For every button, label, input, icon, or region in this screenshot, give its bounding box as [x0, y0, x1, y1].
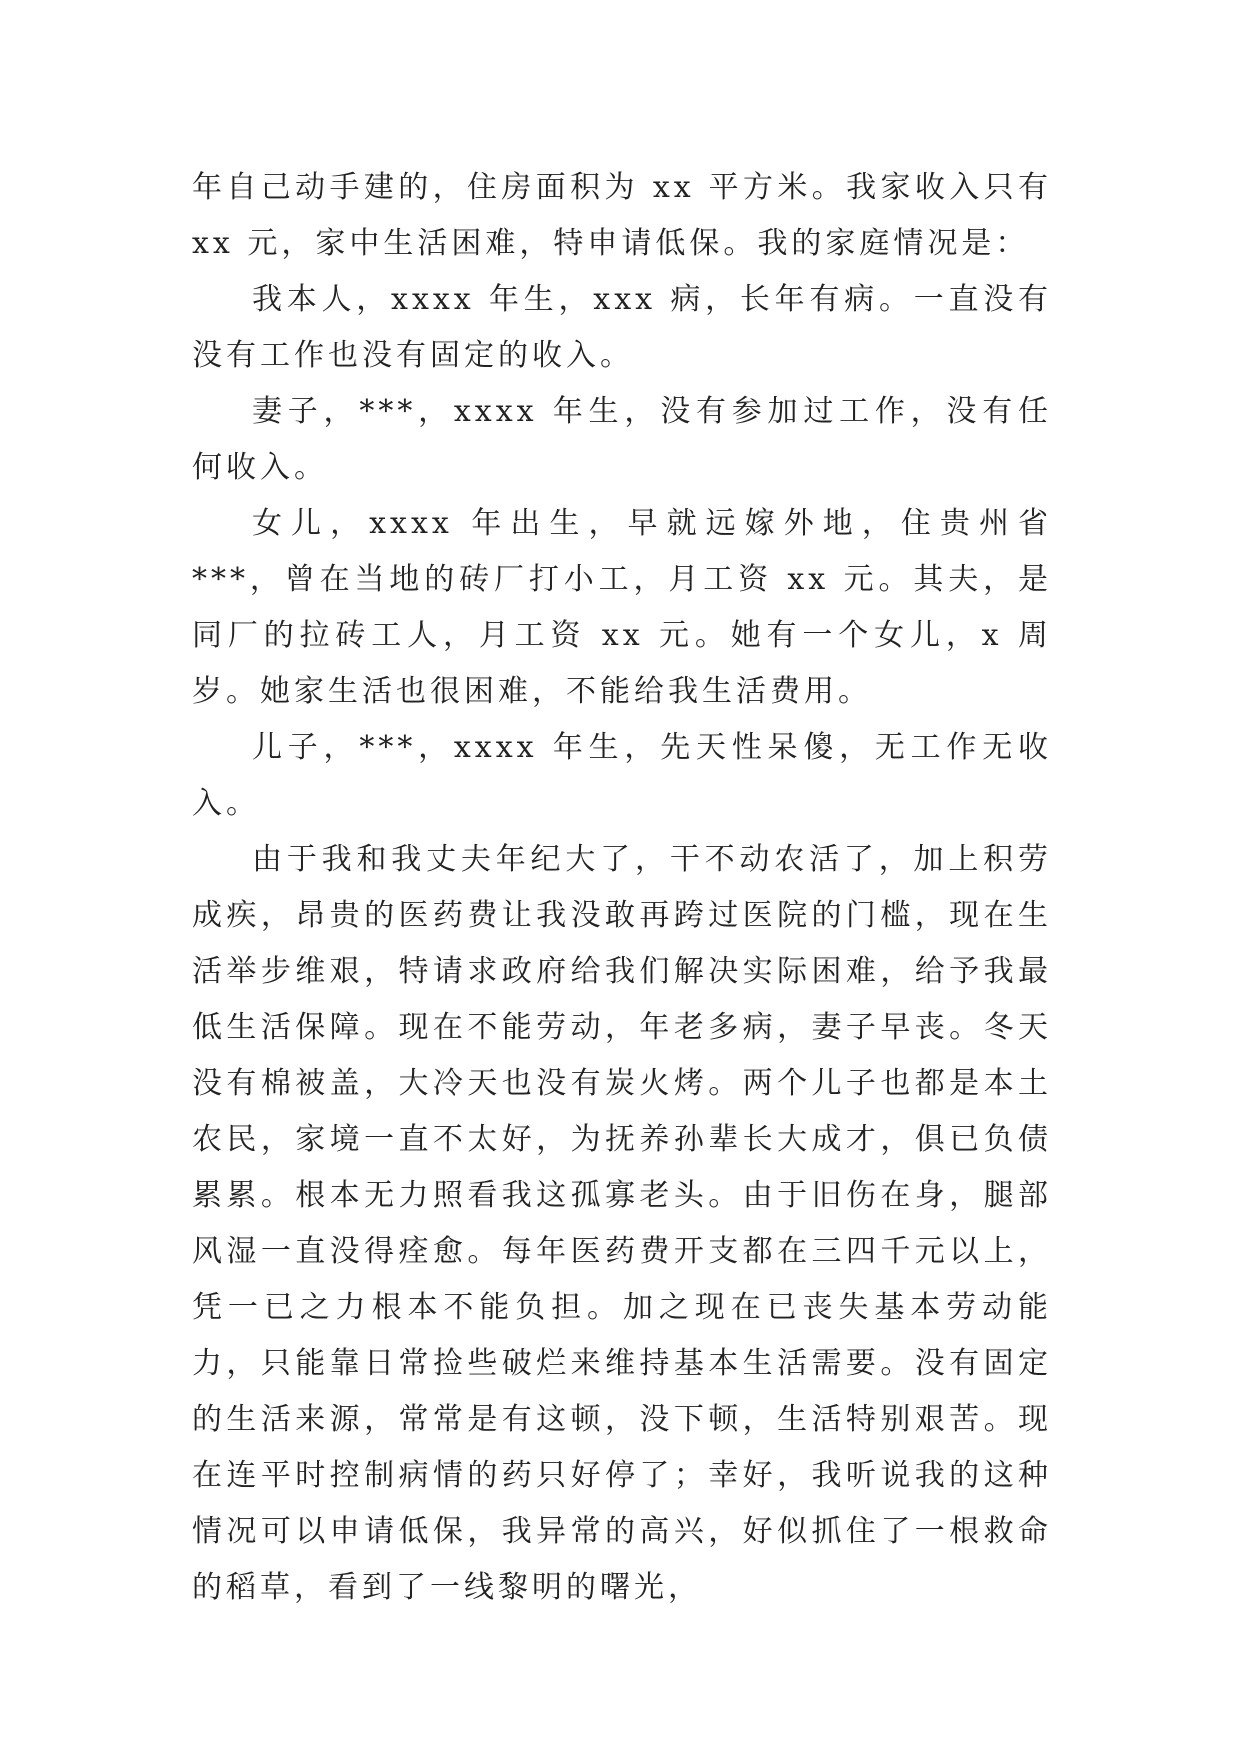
paragraph-daughter: 女儿，xxxx 年出生，早就远嫁外地，住贵州省***，曾在当地的砖厂打小工，月工资 xx 元。其夫，是同厂的拉砖工人，月工资 xx 元。她有一个女儿，x 周岁。她家生活也很困难，不能给我生活费用。 — [192, 506, 1052, 709]
paragraph-son: 儿子，***，xxxx 年生，先天性呆傻，无工作无收入。 — [192, 730, 1052, 821]
paragraph-self: 我本人，xxxx 年生，xxx 病，长年有病。一直没有没有工作也没有固定的收入。 — [192, 282, 1052, 373]
paragraph-hardship: 由于我和我丈夫年纪大了，干不动农活了，加上积劳成疾，昂贵的医药费让我没敢再跨过医院的门槛，现在生活举步维艰，特请求政府给我们解决实际困难，给予我最低生活保障。现在不能劳动，年老多病，妻子早丧。冬天没有棉被盖，大冷天也没有炭火烤。两个儿子也都是本土农民，家境一直不太好，为抚养孙辈长大成才，俱已负债累累。根本无力照看我这孤寡老头。由于旧伤在身，腿部风湿一直没得痊愈。每年医药费开支都在三四千元以上，凭一已之力根本不能负担。加之现在已丧失基本劳动能力，只能靠日常捡些破烂来维持基本生活需要。没有固定的生活来源，常常是有这顿，没下顿，生活特别艰苦。现在连平时控制病情的药只好停了；幸好，我听说我的这种情况可以申请低保，我异常的高兴，好似抓住了一根救命的稻草，看到了一线黎明的曙光， — [192, 842, 1052, 1605]
paragraph-wife: 妻子，***，xxxx 年生，没有参加过工作，没有任何收入。 — [192, 394, 1052, 485]
paragraph-continuation: 年自己动手建的，住房面积为 xx 平方米。我家收入只有 xx 元，家中生活困难，特申请低保。我的家庭情况是： — [192, 170, 1052, 261]
body-text — [192, 160, 1052, 1616]
